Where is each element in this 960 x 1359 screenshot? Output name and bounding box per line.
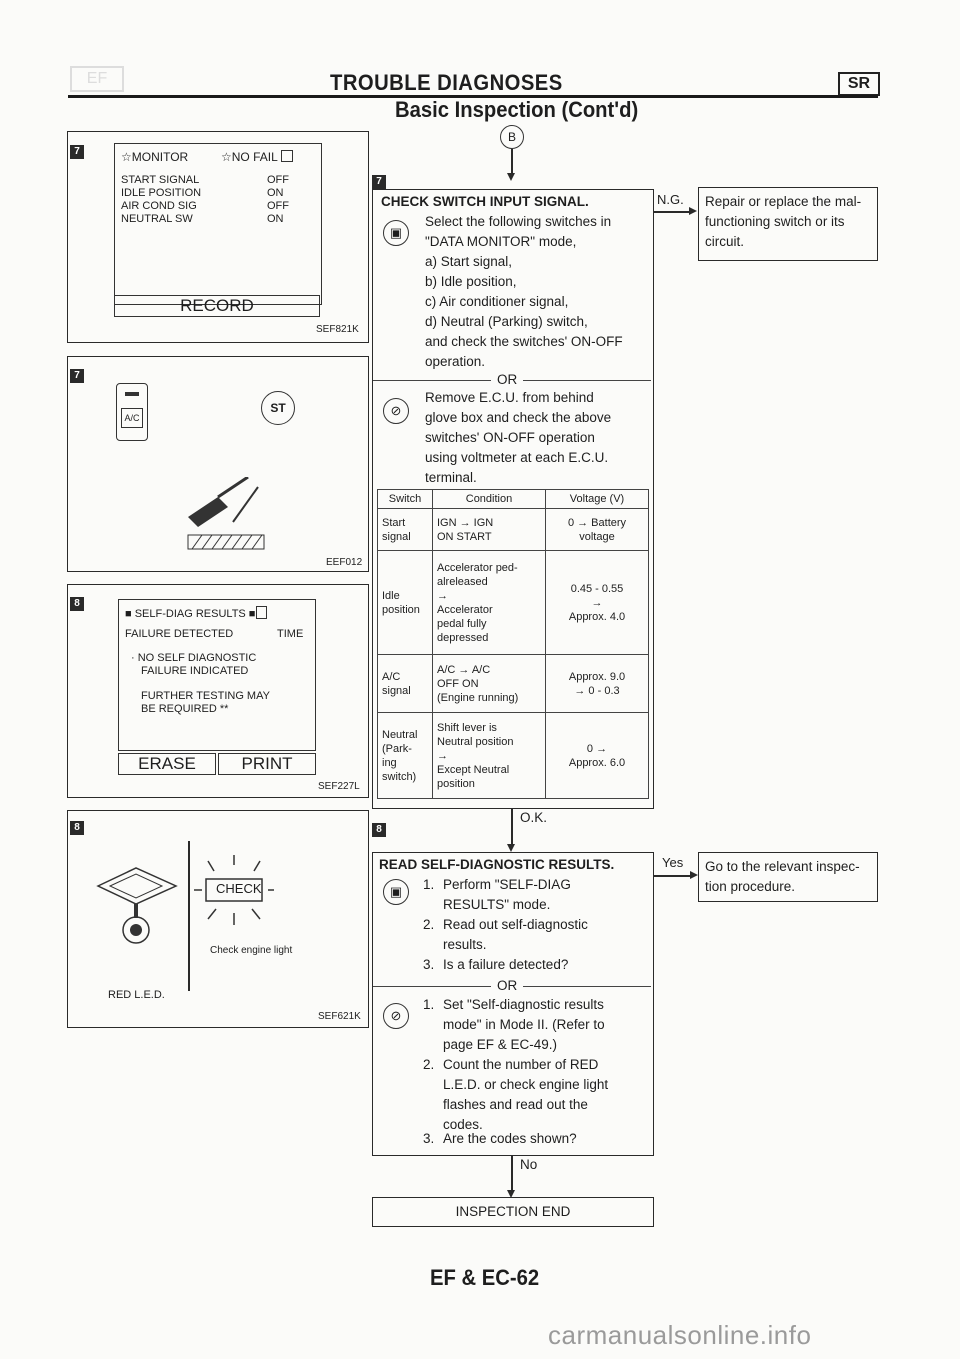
- figure-code: SEF821K: [316, 324, 359, 335]
- step2-box: [372, 852, 654, 1156]
- table-cell: Neutral (Park- ing switch): [378, 713, 433, 799]
- step2-item: 1.: [423, 997, 435, 1012]
- page-subtitle: Basic Inspection (Cont'd): [395, 97, 639, 122]
- divider: [523, 380, 651, 381]
- table-cell: A/C signal: [378, 655, 433, 713]
- figure-mark: 7: [372, 175, 386, 189]
- selfdiag-header: ■ SELF-DIAG RESULTS ■: [125, 606, 267, 620]
- end-box: [372, 1197, 654, 1227]
- monitor-row-start: START SIGNAL OFF: [121, 174, 289, 186]
- check-engine-icon: [194, 851, 274, 941]
- monitor-panel: [67, 131, 369, 343]
- monitor-header: ☆MONITOR: [121, 150, 189, 164]
- step1-line: c) Air conditioner signal,: [425, 294, 569, 309]
- table-cell: Shift lever is Neutral position → Except Neutral position: [433, 713, 546, 799]
- switches-panel: [67, 356, 369, 572]
- step2-item: 1.: [423, 877, 435, 892]
- step1-line2: using voltmeter at each E.C.U.: [425, 450, 609, 465]
- accelerator-pedal-icon: [178, 477, 268, 557]
- figure-mark: 8: [70, 821, 84, 835]
- step1-box: [372, 189, 654, 809]
- step2-text: Count the number of RED: [443, 1057, 599, 1072]
- repair-line: functioning switch or its: [705, 214, 845, 229]
- connector-b-icon: B: [500, 125, 524, 149]
- step1-line: a) Start signal,: [425, 254, 513, 269]
- result-line1: · NO SELF DIAGNOSTIC: [131, 652, 257, 664]
- step2-item: 2.: [423, 1057, 435, 1072]
- no-tool-icon: ⊘: [383, 1003, 409, 1029]
- watermark: carmanualsonline.info: [548, 1320, 812, 1350]
- figure-code: EEF012: [326, 557, 363, 568]
- ac-switch-icon: A/C: [116, 383, 148, 441]
- record-button[interactable]: RECORD: [114, 295, 320, 317]
- step1-line: and check the switches' ON-OFF: [425, 334, 623, 349]
- table-row: [378, 655, 649, 713]
- step1-line: Select the following switches in: [425, 214, 612, 229]
- flow-line: [511, 149, 513, 175]
- step1-line: "DATA MONITOR" mode,: [425, 234, 577, 249]
- monitor-row-aircond: AIR COND SIG OFF: [121, 200, 289, 212]
- ng-label: N.G.: [657, 192, 684, 207]
- table-cell: Start signal: [378, 509, 433, 551]
- no-label: No: [520, 1157, 538, 1172]
- consult-icon: ▣: [383, 220, 409, 246]
- voltage-table: [377, 489, 649, 799]
- repair-line: Repair or replace the mal-: [705, 194, 862, 209]
- step2-text: codes.: [443, 1117, 483, 1132]
- or-label: OR: [497, 978, 518, 993]
- result-line2: FAILURE INDICATED: [141, 665, 249, 677]
- consult-icon: ▣: [383, 879, 409, 905]
- result-line4: BE REQUIRED **: [141, 703, 229, 715]
- flow-line: [653, 211, 691, 213]
- table-header: Voltage (V): [546, 490, 649, 509]
- step2-text: mode" in Mode II. (Refer to: [443, 1017, 605, 1032]
- step2-text: L.E.D. or check engine light: [443, 1077, 609, 1092]
- no-tool-icon: ⊘: [383, 398, 409, 424]
- result-line3: FURTHER TESTING MAY: [141, 690, 270, 702]
- ecu-led-icon: [96, 856, 186, 951]
- end-label: INSPECTION END: [455, 1204, 571, 1219]
- figure-mark: 8: [70, 597, 84, 611]
- checklight-panel: [67, 810, 369, 1028]
- step2-text: Set "Self-diagnostic results: [443, 997, 604, 1012]
- col-failure: FAILURE DETECTED: [125, 628, 234, 640]
- arrow-right-icon: [690, 871, 698, 879]
- table-header: Switch: [378, 490, 433, 509]
- flow-line: [653, 875, 693, 877]
- table-cell: Idle position: [378, 551, 433, 655]
- step1-line2: terminal.: [425, 470, 477, 485]
- step2-item: 3.: [423, 1131, 435, 1146]
- or-label: OR: [497, 372, 518, 387]
- col-time: TIME: [277, 628, 304, 640]
- divider: [373, 380, 491, 381]
- step1-line: d) Neutral (Parking) switch,: [425, 314, 588, 329]
- table-row: [378, 551, 649, 655]
- divider: [373, 986, 491, 987]
- flow-line: [511, 1155, 513, 1193]
- figure-mark: 8: [372, 823, 386, 837]
- nofail-label: ☆NO FAIL: [221, 150, 293, 164]
- monitor-row-neutral: NEUTRAL SW ON: [121, 213, 284, 225]
- step2-text: Perform "SELF-DIAG: [443, 877, 571, 892]
- figure-mark: 7: [70, 145, 84, 159]
- table-header: Condition: [433, 490, 546, 509]
- flow-line: [511, 808, 513, 846]
- table-cell: IGN → IGN ON START: [433, 509, 546, 551]
- step2-text: flashes and read out the: [443, 1097, 588, 1112]
- table-cell: 0.45 - 0.55 → Approx. 4.0: [546, 551, 649, 655]
- erase-button[interactable]: ERASE: [118, 753, 216, 775]
- goto-line: tion procedure.: [705, 879, 796, 894]
- check-engine-label: Check engine light: [210, 945, 293, 956]
- step2-text: results.: [443, 937, 487, 952]
- divider: [188, 841, 190, 991]
- print-button[interactable]: PRINT: [218, 753, 316, 775]
- step1-line: b) Idle position,: [425, 274, 517, 289]
- ignition-key-icon: ST: [261, 391, 295, 425]
- monitor-row-idle: IDLE POSITION ON: [121, 187, 284, 199]
- check-label: CHECK: [216, 881, 262, 896]
- selfdiag-screen: [118, 599, 316, 751]
- page-title: TROUBLE DIAGNOSES: [330, 70, 563, 95]
- step1-line: operation.: [425, 354, 486, 369]
- table-cell: 0 → Approx. 6.0: [546, 713, 649, 799]
- table-header-row: [378, 490, 649, 509]
- arrow-down-icon: [507, 844, 515, 852]
- table-cell: Accelerator ped- alreleased → Accelerator pedal fully depressed: [433, 551, 546, 655]
- yes-label: Yes: [662, 855, 684, 870]
- step2-item: 2.: [423, 917, 435, 932]
- repair-line: circuit.: [705, 234, 745, 249]
- step2-text: page EF & EC-49.): [443, 1037, 558, 1052]
- ok-label: O.K.: [520, 810, 548, 825]
- red-led-label: RED L.E.D.: [108, 989, 165, 1001]
- figure-code: SEF621K: [318, 1011, 361, 1022]
- page-number: EF & EC-62: [430, 1265, 540, 1290]
- step2-title: READ SELF-DIAGNOSTIC RESULTS.: [379, 857, 615, 872]
- table-row: [378, 509, 649, 551]
- step1-line2: switches' ON-OFF operation: [425, 430, 595, 445]
- step1-line2: Remove E.C.U. from behind: [425, 390, 594, 405]
- arrow-down-icon: [507, 173, 515, 181]
- figure-mark: 7: [70, 369, 84, 383]
- step2-text: Read out self-diagnostic: [443, 917, 588, 932]
- repair-box: [698, 187, 878, 261]
- table-cell: Approx. 9.0 → 0 - 0.3: [546, 655, 649, 713]
- step2-item: 3.: [423, 957, 435, 972]
- figure-code: SEF227L: [318, 781, 360, 792]
- selfdiag-panel: [67, 584, 369, 798]
- table-row: [378, 713, 649, 799]
- step1-title: CHECK SWITCH INPUT SIGNAL.: [381, 194, 589, 209]
- arrow-right-icon: [689, 207, 697, 215]
- goto-box: [698, 852, 878, 902]
- goto-line: Go to the relevant inspec-: [705, 859, 860, 874]
- step2-text: Is a failure detected?: [443, 957, 569, 972]
- step2-text: Are the codes shown?: [443, 1131, 577, 1146]
- table-cell: A/C → A/C OFF ON (Engine running): [433, 655, 546, 713]
- step1-line2: glove box and check the above: [425, 410, 612, 425]
- monitor-screen: [114, 143, 322, 305]
- divider: [523, 986, 651, 987]
- table-cell: 0 → Battery voltage: [546, 509, 649, 551]
- step2-text: RESULTS" mode.: [443, 897, 551, 912]
- section-badge: SR: [838, 72, 880, 96]
- ghost-tab: EF: [70, 66, 124, 92]
